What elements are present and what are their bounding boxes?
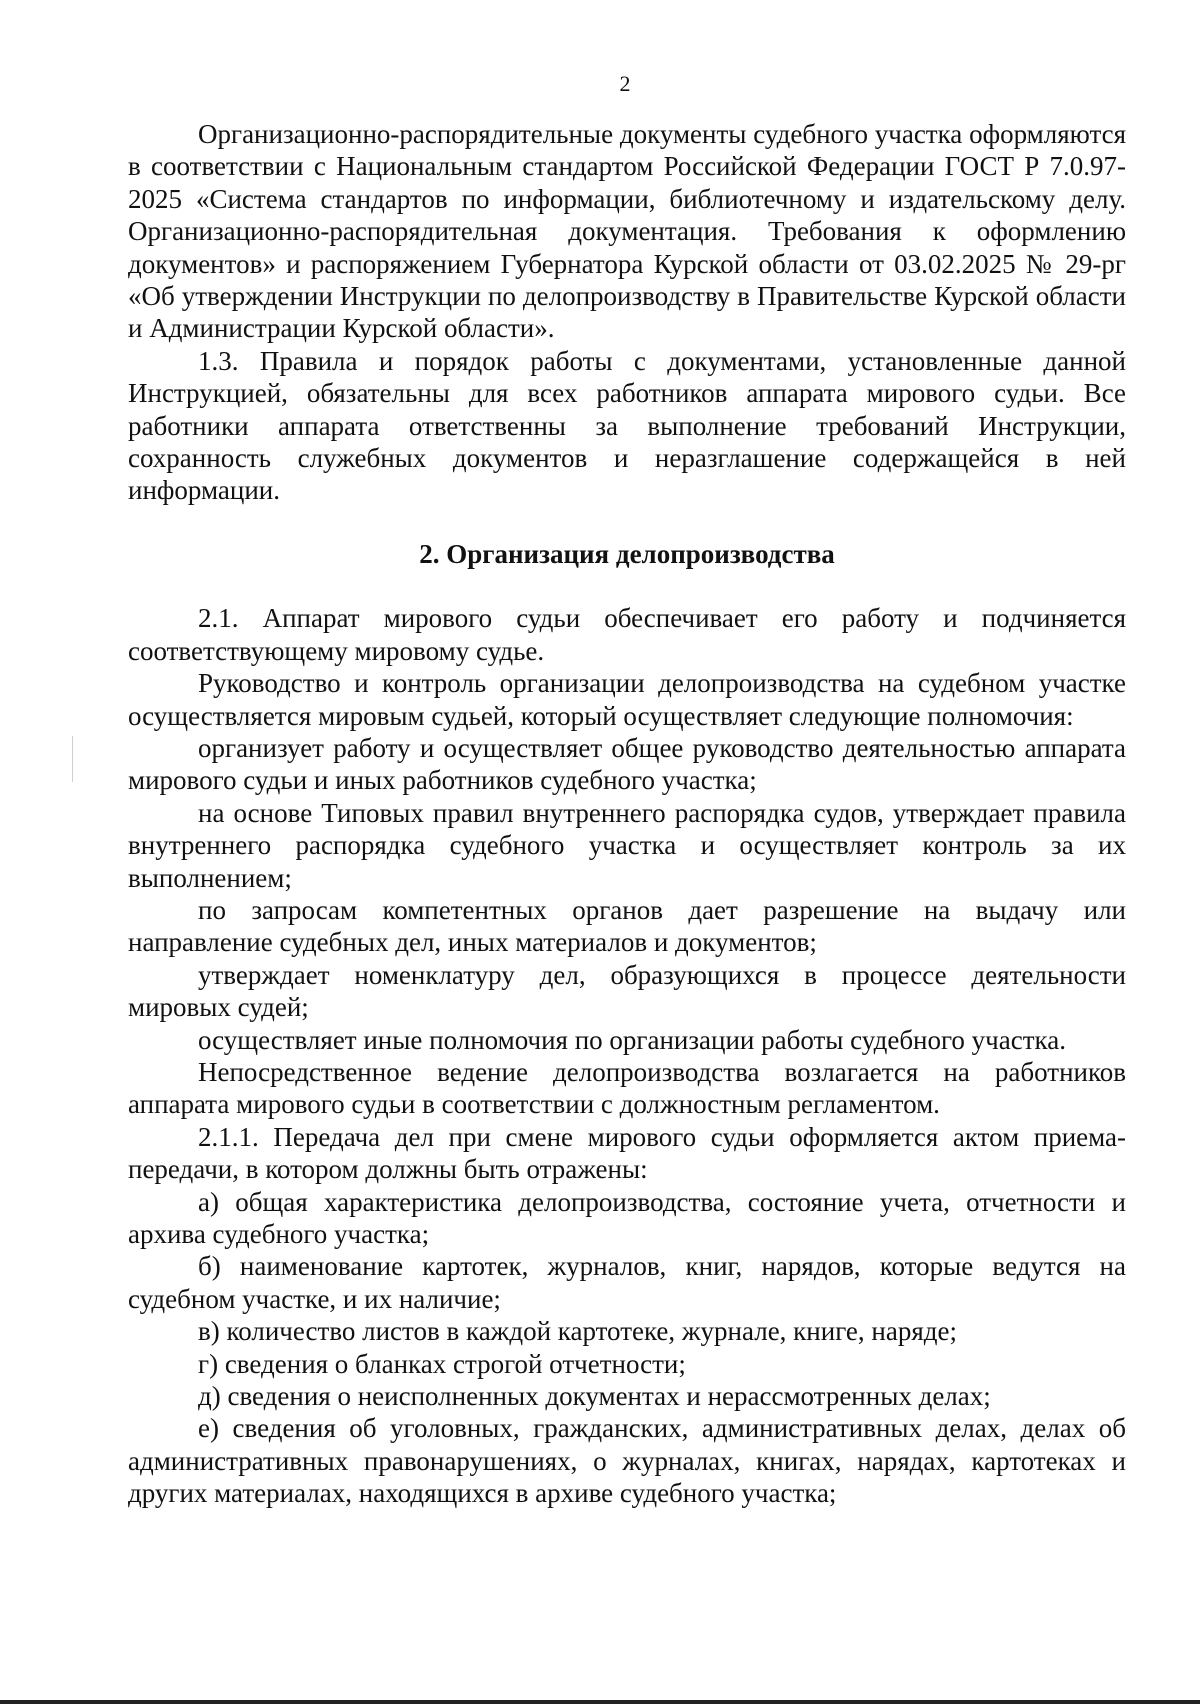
page-number: 2 <box>619 71 631 96</box>
scan-margin-mark <box>72 736 73 782</box>
document-body <box>128 118 1126 1510</box>
paragraph-power-organizes: организует работу и осуществляет общее руководство деятельностью аппарата мирового судьи и иных работников судебного участка; <box>128 732 1126 796</box>
page-bottom-edge <box>0 1700 1200 1704</box>
paragraph-document-formatting: Организационно-распорядительные документы судебного участка оформляются в соответствии с Национальным стандартом Российской Федерации ГОСТ Р 7.0.97-2025 «Система стандартов по информации, библиотечному и издательскому делу. Организационно-распорядительная документация. Требования к оформлению документов» и распоряжением Губернатора Курской области от 03.02.2025 № 29-рг «Об утверждении Инструкции по делопроизводству в Правительстве Курской области и Администрации Курской области». <box>128 119 1126 344</box>
list-item-b: б) наименование картотек, журналов, книг, нарядов, которые ведутся на судебном участке, и их наличие; <box>128 1251 1126 1314</box>
list-item-g: г) сведения о бланках строгой отчетности; <box>198 1348 686 1379</box>
paragraph-2-1-1: 2.1.1. Передача дел при смене мирового судьи оформляется актом приема-передачи, в котором должны быть отражены: <box>128 1121 1126 1185</box>
paragraph-power-nomenclature: утверждает номенклатуру дел, образующихся в процессе деятельности мировых судей; <box>128 959 1126 1023</box>
paragraph-power-other: осуществляет иные полномочия по организации работы судебного участка. <box>198 1024 1066 1055</box>
list-item-v: в) количество листов в каждой картотеке, журнале, книге, наряде; <box>198 1316 957 1347</box>
paragraph-management-control: Руководство и контроль организации делопроизводства на судебном участке осуществляется мировым судьей, который осуществляет следующие полномочия: <box>128 668 1126 731</box>
paragraph-power-internal-rules: на основе Типовых правил внутреннего распорядка судов, утверждает правила внутреннего распорядка судебного участка и осуществляет контроль за их выполнением; <box>128 797 1126 893</box>
list-item-d: д) сведения о неисполненных документах и нерассмотренных делах; <box>198 1381 991 1412</box>
paragraph-2-1: 2.1. Аппарат мирового судьи обеспечивает его работу и подчиняется соответствующему мировому судье. <box>128 603 1126 666</box>
list-item-e: е) сведения об уголовных, гражданских, административных делах, делах об административных правонарушениях, о журналах, книгах, нарядах, картотеках и других материалах, находящихся в архиве судебного участка; <box>128 1413 1126 1509</box>
section-heading: 2. Организация делопроизводства <box>419 538 835 569</box>
paragraph-1-3: 1.3. Правила и порядок работы с документами, установленные данной Инструкцией, обязательны для всех работников аппарата мирового судьи. Все работники аппарата ответственны за выполнение требований Инструкции, сохранность служебных документов и неразглашение содержащейся в ней информации. <box>128 345 1126 506</box>
paragraph-direct-management: Непосредственное ведение делопроизводства возлагается на работников аппарата мирового судьи в соответствии с должностным регламентом. <box>128 1056 1126 1120</box>
paragraph-power-requests: по запросам компетентных органов дает разрешение на выдачу или направление судебных дел, иных материалов и документов; <box>128 894 1126 958</box>
list-item-a: а) общая характеристика делопроизводства, состояние учета, отчетности и архива судебного участка; <box>128 1186 1126 1249</box>
